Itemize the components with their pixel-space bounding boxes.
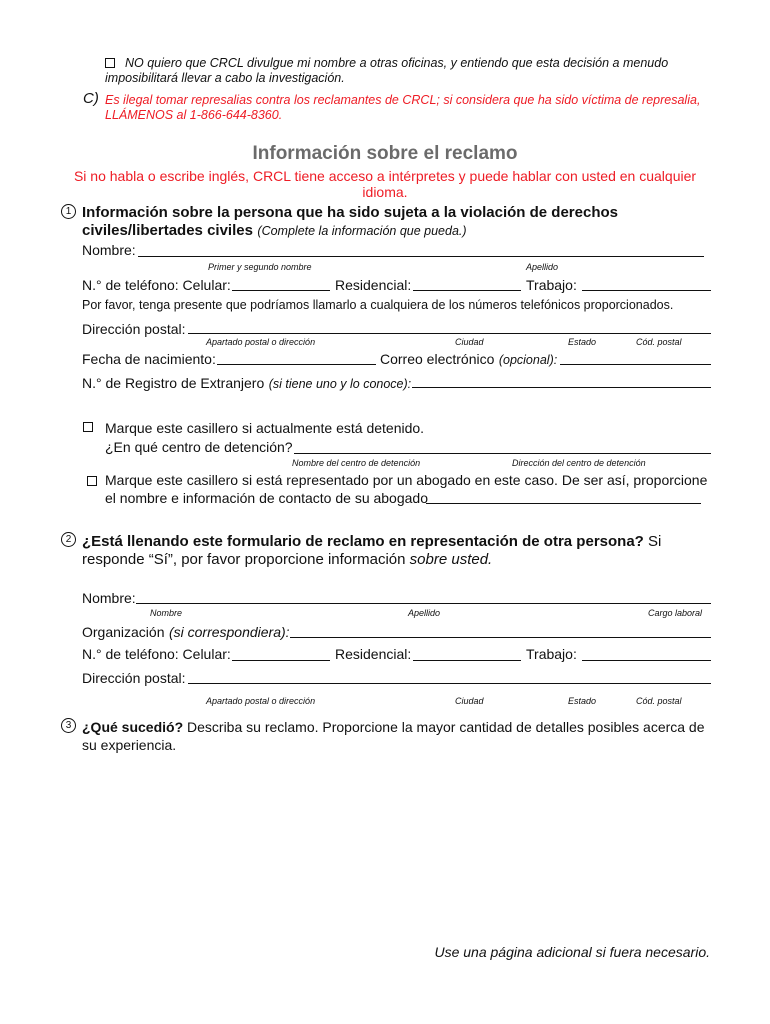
alien-number-label: N.° de Registro de Extranjero (si tiene uno y lo conoce): [82,375,412,391]
caption-filer-last: Apellido [408,608,441,618]
victim-name-field[interactable] [138,256,704,257]
victim-address-field[interactable] [188,333,711,334]
no-disclose-text-1: NO quiero que CRCL divulgue mi nombre a otras oficinas, y entiendo que esta decisión a menudo [125,56,669,70]
victim-cell-field[interactable] [232,290,330,291]
lawyer-text-1: Marque este casillero si está representado por un abogado en este caso. De ser así, proporcione [105,472,708,488]
victim-work-field[interactable] [582,290,711,291]
section-2-number-icon: 2 [61,532,76,547]
lawyer-text-2: el nombre e información de contacto de su abogado [105,490,428,506]
filer-work-field[interactable] [582,660,711,661]
email-label: Correo electrónico (opcional): [380,351,558,367]
retaliation-warning-1: Es ilegal tomar represalias contra los reclamantes de CRCL; si considera que ha sido víctima de represalia, [105,93,701,107]
victim-work-label: Trabajo: [526,277,577,293]
victim-home-field[interactable] [413,290,521,291]
no-disclose-text-2: imposibilitará llevar a cabo la investigación. [105,71,345,85]
section-2-heading-1: ¿Está llenando este formulario de reclamo en representación de otra persona? Si [82,533,662,550]
filer-address-label: Dirección postal: [82,670,186,686]
victim-name-label: Nombre: [82,242,136,258]
organization-label: Organización (si correspondiera): [82,624,290,640]
section-3-heading-1: ¿Qué sucedió? Describa su reclamo. Proporcione la mayor cantidad de detalles posibles acerca de [82,719,705,735]
detained-checkbox[interactable] [83,422,93,432]
caption-filer-zip: Cód. postal [636,696,682,706]
phone-note: Por favor, tenga presente que podríamos llamarlo a cualquiera de los números telefónicos proporcionados. [82,298,674,312]
lawyer-checkbox[interactable] [87,476,97,486]
birthdate-label: Fecha de nacimiento: [82,351,216,367]
filer-address-field[interactable] [188,683,711,684]
filer-home-label: Residencial: [335,646,412,662]
caption-filer-street: Apartado postal o dirección [206,696,316,706]
victim-home-label: Residencial: [335,277,412,293]
filer-home-field[interactable] [413,660,521,661]
birthdate-field[interactable] [217,364,376,365]
filer-name-label: Nombre: [82,590,136,606]
section-2-heading-2: responde “Sí”, por favor proporcione información sobre usted. [82,551,493,568]
caption-filer-title: Cargo laboral [648,608,703,618]
footer-note: Use una página adicional si fuera necesario. [434,944,710,960]
caption-street: Apartado postal o dirección [206,337,316,347]
caption-filer-city: Ciudad [455,696,484,706]
section-3-number-icon: 3 [61,718,76,733]
filer-phone-label: N.° de teléfono: Celular: [82,646,231,662]
caption-state: Estado [568,337,597,347]
section-1-heading-2: civiles/libertades civiles (Complete la información que pueda.) [82,222,467,239]
section-c-label: C) [83,90,99,107]
filer-work-label: Trabajo: [526,646,577,662]
caption-center-name: Nombre del centro de detención [292,458,421,468]
organization-field[interactable] [290,637,711,638]
detained-text: Marque este casillero si actualmente está detenido. [105,420,425,436]
caption-filer-first: Nombre [150,608,183,618]
caption-zip: Cód. postal [636,337,682,347]
alien-number-field[interactable] [412,387,711,388]
caption-first-name: Primer y segundo nombre [208,262,312,272]
caption-last-name: Apellido [526,262,559,272]
interpreter-note-1: Si no habla o escribe inglés, CRCL tiene acceso a intérpretes y puede hablar con usted en cualquier [73,168,697,184]
filer-cell-field[interactable] [232,660,330,661]
no-disclose-checkbox[interactable] [105,58,115,68]
detention-center-field[interactable] [294,453,711,454]
section-1-number-icon: 1 [61,204,76,219]
victim-address-label: Dirección postal: [82,321,186,337]
section-1-heading-1: Información sobre la persona que ha sido sujeta a la violación de derechos [82,204,618,221]
filer-name-field[interactable] [136,603,711,604]
retaliation-warning-2: LLÁMENOS al 1-866-644-8360. [105,108,283,122]
caption-center-address: Dirección del centro de detención [512,458,646,468]
lawyer-info-field[interactable] [426,503,701,504]
interpreter-note-2: idioma. [362,184,408,200]
victim-phone-label: N.° de teléfono: Celular: [82,277,231,293]
page-title: Información sobre el reclamo [252,143,518,164]
caption-filer-state: Estado [568,696,597,706]
caption-city: Ciudad [455,337,484,347]
detention-center-question: ¿En qué centro de detención? [105,439,293,455]
section-3-heading-2: su experiencia. [82,737,177,753]
email-field[interactable] [560,364,711,365]
